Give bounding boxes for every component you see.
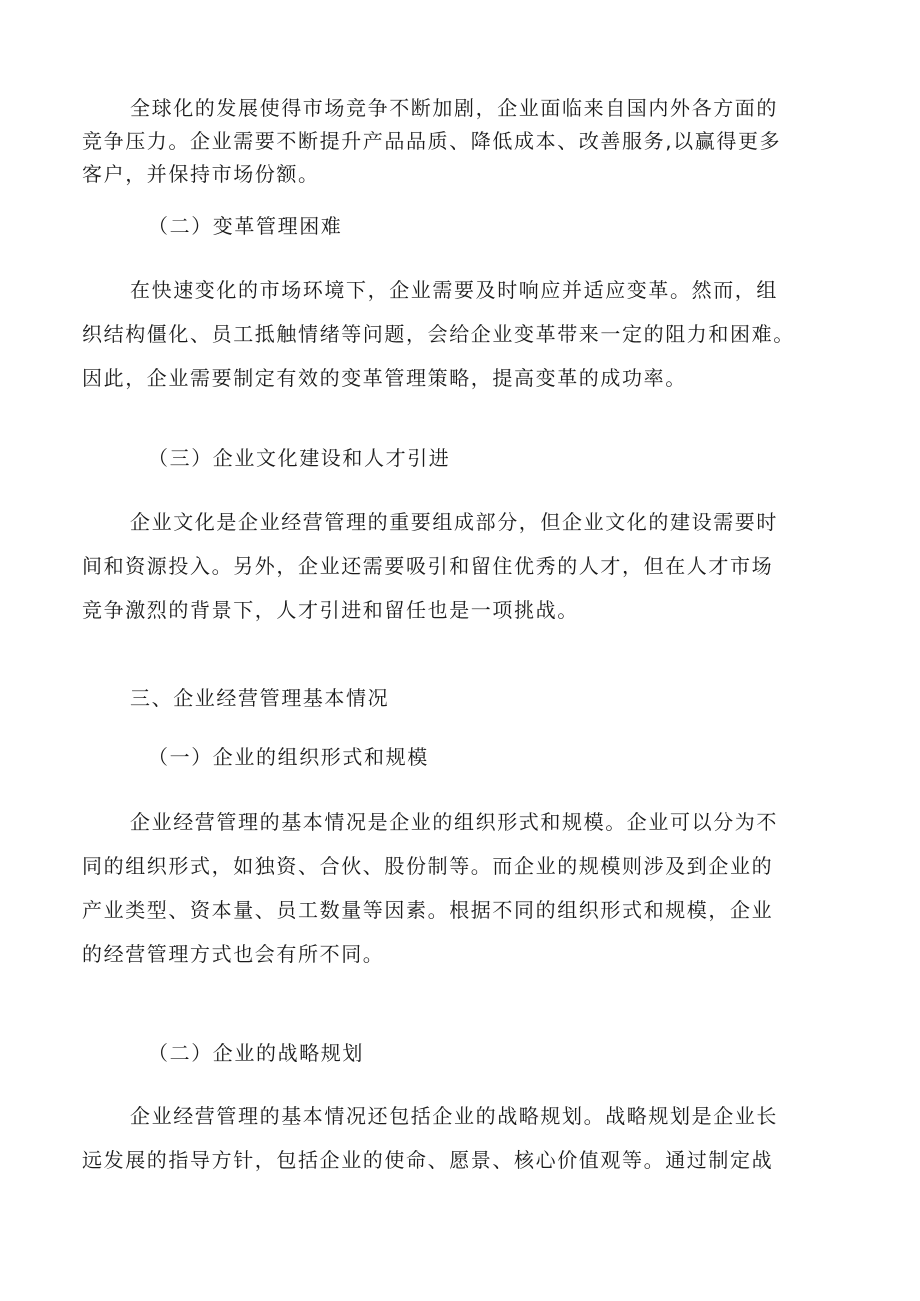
paragraph-line: 同的组织形式，如独资、合伙、股份制等。而企业的规模则涉及到企业的 [82, 854, 774, 878]
paragraph-line: 企业经营管理的基本情况是企业的组织形式和规模。企业可以分为不 [130, 810, 778, 834]
paragraph-line: 产业类型、资本量、员工数量等因素。根据不同的组织形式和规模，企业 [82, 898, 774, 922]
subheading-change-management: （二）变革管理困难 [148, 214, 343, 238]
subheading-organization-form: （一）企业的组织形式和规模 [148, 745, 429, 769]
paragraph-line: 间和资源投入。另外，企业还需要吸引和留住优秀的人才，但在人才市场 [82, 554, 774, 578]
paragraph-line: 织结构僵化、员工抵触情绪等问题，会给企业变革带来一定的阻力和困难。 [82, 322, 795, 346]
paragraph-line: 竞争压力。企业需要不断提升产品品质、降低成本、改善服务,以赢得更多 [82, 129, 782, 153]
paragraph-change-management [82, 268, 838, 400]
paragraph-strategic-planning [82, 1094, 838, 1182]
subheading-corporate-culture: （三）企业文化建设和人才引进 [148, 446, 451, 470]
paragraph-line: 远发展的指导方针，包括企业的使命、愿景、核心价值观等。通过制定战 [82, 1148, 774, 1172]
paragraph-line: 因此，企业需要制定有效的变革管理策略，提高变革的成功率。 [82, 366, 687, 390]
section-heading-basic-situation: 三、企业经营管理基本情况 [130, 686, 390, 710]
subheading-strategic-planning: （二）企业的战略规划 [148, 1041, 364, 1065]
paragraph-organization-form [82, 800, 838, 976]
paragraph-line: 全球化的发展使得市场竞争不断加剧，企业面临来自国内外各方面的 [130, 96, 778, 120]
paragraph-market-competition [82, 92, 838, 191]
paragraph-line: 企业经营管理的基本情况还包括企业的战略规划。战略规划是企业长 [130, 1104, 778, 1128]
paragraph-line: 企业文化是企业经营管理的重要组成部分，但企业文化的建设需要时 [130, 510, 778, 534]
paragraph-corporate-culture [82, 500, 838, 632]
paragraph-line: 客户，并保持市场份额。 [82, 162, 320, 186]
paragraph-line: 在快速变化的市场环境下，企业需要及时响应并适应变革。然而，组 [130, 278, 778, 302]
paragraph-line: 的经营管理方式也会有所不同。 [82, 942, 385, 966]
paragraph-line: 竞争激烈的背景下，人才引进和留任也是一项挑战。 [82, 598, 579, 622]
